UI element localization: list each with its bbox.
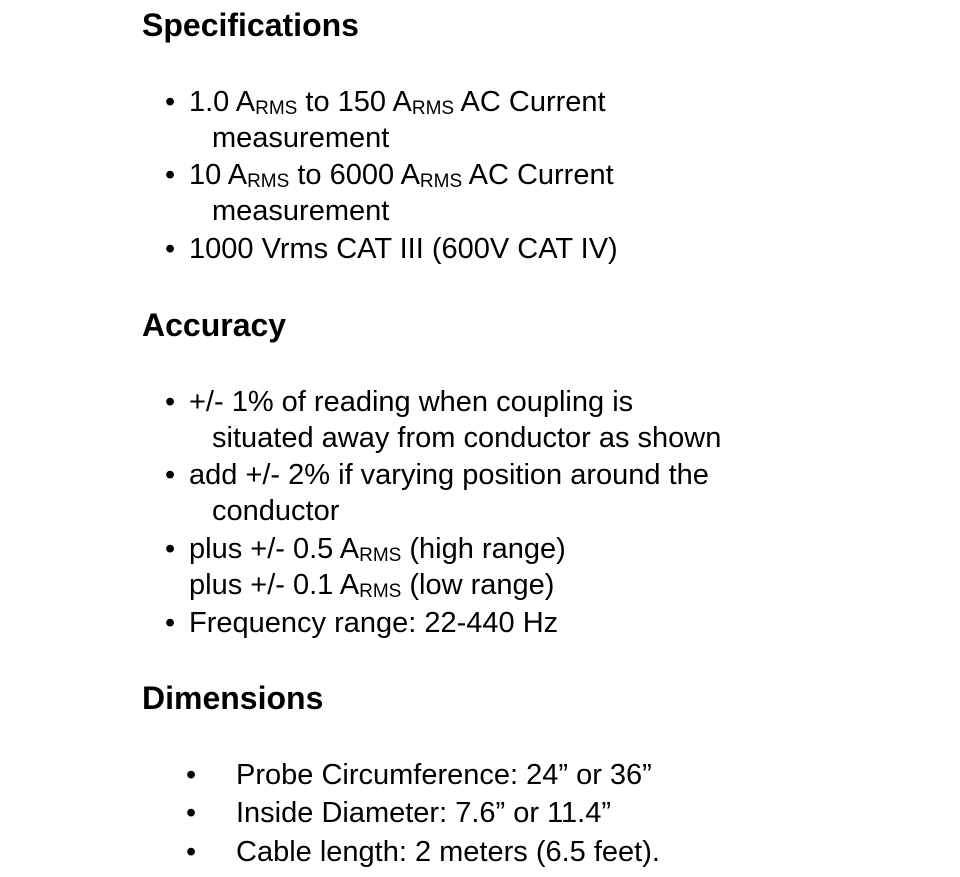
accuracy-item-1 (165, 384, 633, 420)
spec-item-3 (165, 231, 618, 267)
bullet-icon: • (186, 759, 197, 791)
spec-item-1-continuation: measurement (212, 122, 390, 154)
accuracy-item-3-cont-text-b: (low range) (401, 569, 555, 601)
specifications-heading: Specifications (142, 7, 359, 43)
unit-arms: ARMS (339, 569, 402, 602)
spec-item-2-text-c: AC Current (462, 159, 614, 191)
unit-arms: ARMS (339, 533, 402, 566)
bullet-icon: • (186, 797, 197, 829)
spec-item-1-text-b: to 150 (297, 86, 393, 118)
spec-item-3-text: 1000 Vrms CAT III (600V CAT IV) (189, 233, 618, 265)
accuracy-item-4-text: Frequency range: 22-440 Hz (189, 607, 559, 639)
spec-item-1-text-c: AC Current (454, 86, 606, 118)
unit-arms: ARMS (400, 159, 463, 192)
accuracy-item-1-continuation: situated away from conductor as shown (212, 422, 722, 454)
unit-arms: ARMS (235, 86, 298, 119)
dimensions-item-2: Inside Diameter: 7.6” or 11.4” (236, 797, 612, 829)
unit-arms: ARMS (227, 159, 290, 192)
spec-item-2-continuation: measurement (212, 195, 390, 227)
bullet-icon: • (165, 86, 176, 118)
spec-item-2-text-b: to 6000 (289, 159, 401, 191)
bullet-icon: • (165, 159, 176, 191)
accuracy-item-2-continuation: conductor (212, 495, 340, 527)
accuracy-item-1-text: +/- 1% of reading when coupling is (189, 386, 634, 418)
accuracy-item-2 (165, 457, 709, 493)
accuracy-item-3-continuation (189, 567, 554, 610)
bullet-icon: • (165, 533, 176, 565)
dimensions-heading: Dimensions (142, 680, 324, 716)
unit-arms: ARMS (392, 86, 455, 119)
dimensions-item-1: Probe Circumference: 24” or 36” (236, 759, 652, 791)
accuracy-item-4 (165, 605, 558, 641)
spec-item-2-text-a: 10 (189, 159, 228, 191)
bullet-icon: • (165, 459, 176, 491)
bullet-icon: • (165, 386, 176, 418)
accuracy-heading: Accuracy (142, 307, 287, 343)
accuracy-item-3-cont-text-a: plus +/- 0.1 (189, 569, 340, 601)
accuracy-item-3-text-a: plus +/- 0.5 (189, 533, 340, 565)
accuracy-item-3-text-b: (high range) (401, 533, 566, 565)
dimensions-item-3: Cable length: 2 meters (6.5 feet). (236, 836, 660, 868)
bullet-icon: • (186, 836, 197, 868)
bullet-icon: • (165, 607, 176, 639)
spec-item-1-text-a: 1.0 (189, 86, 236, 118)
accuracy-item-2-text: add +/- 2% if varying position around the (189, 459, 709, 491)
bullet-icon: • (165, 233, 176, 265)
